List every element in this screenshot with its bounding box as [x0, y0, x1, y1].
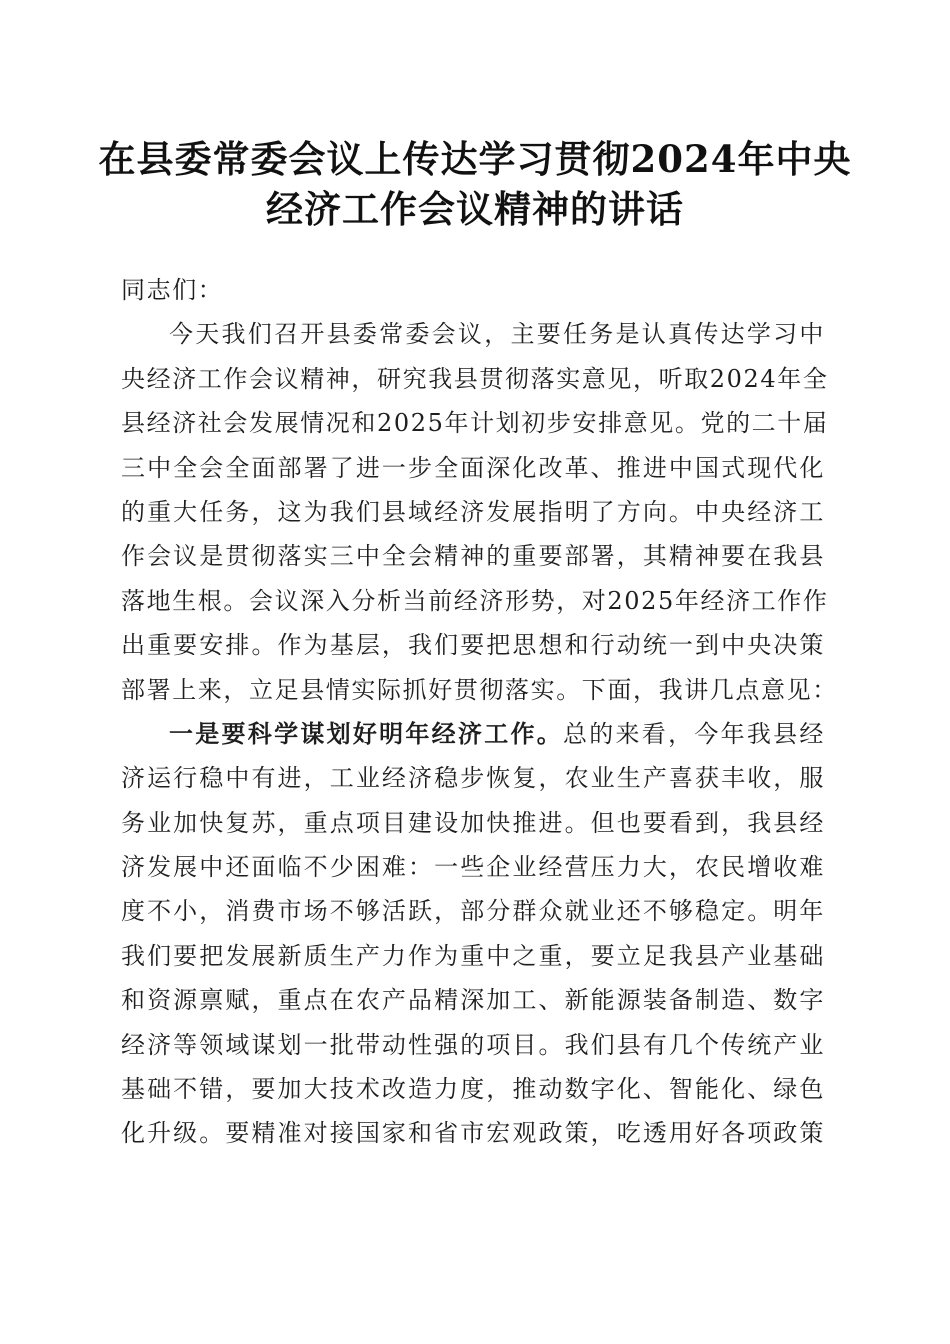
- paragraph-line: 经济等领域谋划一批带动性强的项目。我们县有几个传统产业: [121, 1030, 825, 1059]
- paragraph-line: 基础不错，要加大技术改造力度，推动数字化、智能化、绿色: [121, 1075, 825, 1104]
- paragraph-1: [121, 312, 838, 712]
- paragraph-text: 总的来看，今年我县经: [563, 719, 825, 748]
- document-title: [90, 134, 860, 234]
- paragraph-line-first: [121, 712, 825, 756]
- paragraph-line: 务业加快复苏，重点项目建设加快推进。但也要看到，我县经: [121, 808, 825, 837]
- title-line-1: 在县委常委会议上传达学习贯彻2024年中央: [98, 137, 852, 181]
- title-line-2: 经济工作会议精神的讲话: [266, 187, 684, 231]
- paragraph-line: 度不小，消费市场不够活跃，部分群众就业还不够稳定。明年: [121, 897, 825, 926]
- paragraph-line: 三中全会全面部署了进一步全面深化改革、推进中国式现代化: [121, 453, 825, 482]
- paragraph-line: 作会议是贯彻落实三中全会精神的重要部署，其精神要在我县: [121, 542, 825, 571]
- paragraph-line: 县经济社会发展情况和2025年计划初步安排意见。党的二十届: [121, 409, 829, 438]
- salutation: 同志们：: [121, 276, 224, 304]
- paragraph-line: 部署上来，立足县情实际抓好贯彻落实。下面，我讲几点意见：: [121, 675, 838, 704]
- paragraph-line: 的重大任务，这为我们县域经济发展指明了方向。中央经济工: [121, 497, 825, 526]
- paragraph-line: 落地生根。会议深入分析当前经济形势，对2025年经济工作作: [121, 586, 829, 615]
- paragraph-line: 出重要安排。作为基层，我们要把思想和行动统一到中央决策: [121, 631, 825, 660]
- paragraph-line: 济运行稳中有进，工业经济稳步恢复，农业生产喜获丰收，服: [121, 764, 825, 793]
- paragraph-line: 央经济工作会议精神，研究我县贯彻落实意见，听取2024年全: [121, 364, 829, 393]
- paragraph-line: 化升级。要精准对接国家和省市宏观政策，吃透用好各项政策: [121, 1119, 825, 1148]
- document-body: [121, 268, 838, 1156]
- paragraph-line: 济发展中还面临不少困难：一些企业经营压力大，农民增收难: [121, 853, 825, 882]
- paragraph-2: [121, 712, 825, 1156]
- paragraph-line: 和资源禀赋，重点在农产品精深加工、新能源装备制造、数字: [121, 986, 825, 1015]
- paragraph-line: 我们要把发展新质生产力作为重中之重，要立足我县产业基础: [121, 941, 825, 970]
- paragraph-line: 今天我们召开县委常委会议，主要任务是认真传达学习中: [169, 320, 825, 349]
- section-heading: 一是要科学谋划好明年经济工作。: [169, 718, 563, 748]
